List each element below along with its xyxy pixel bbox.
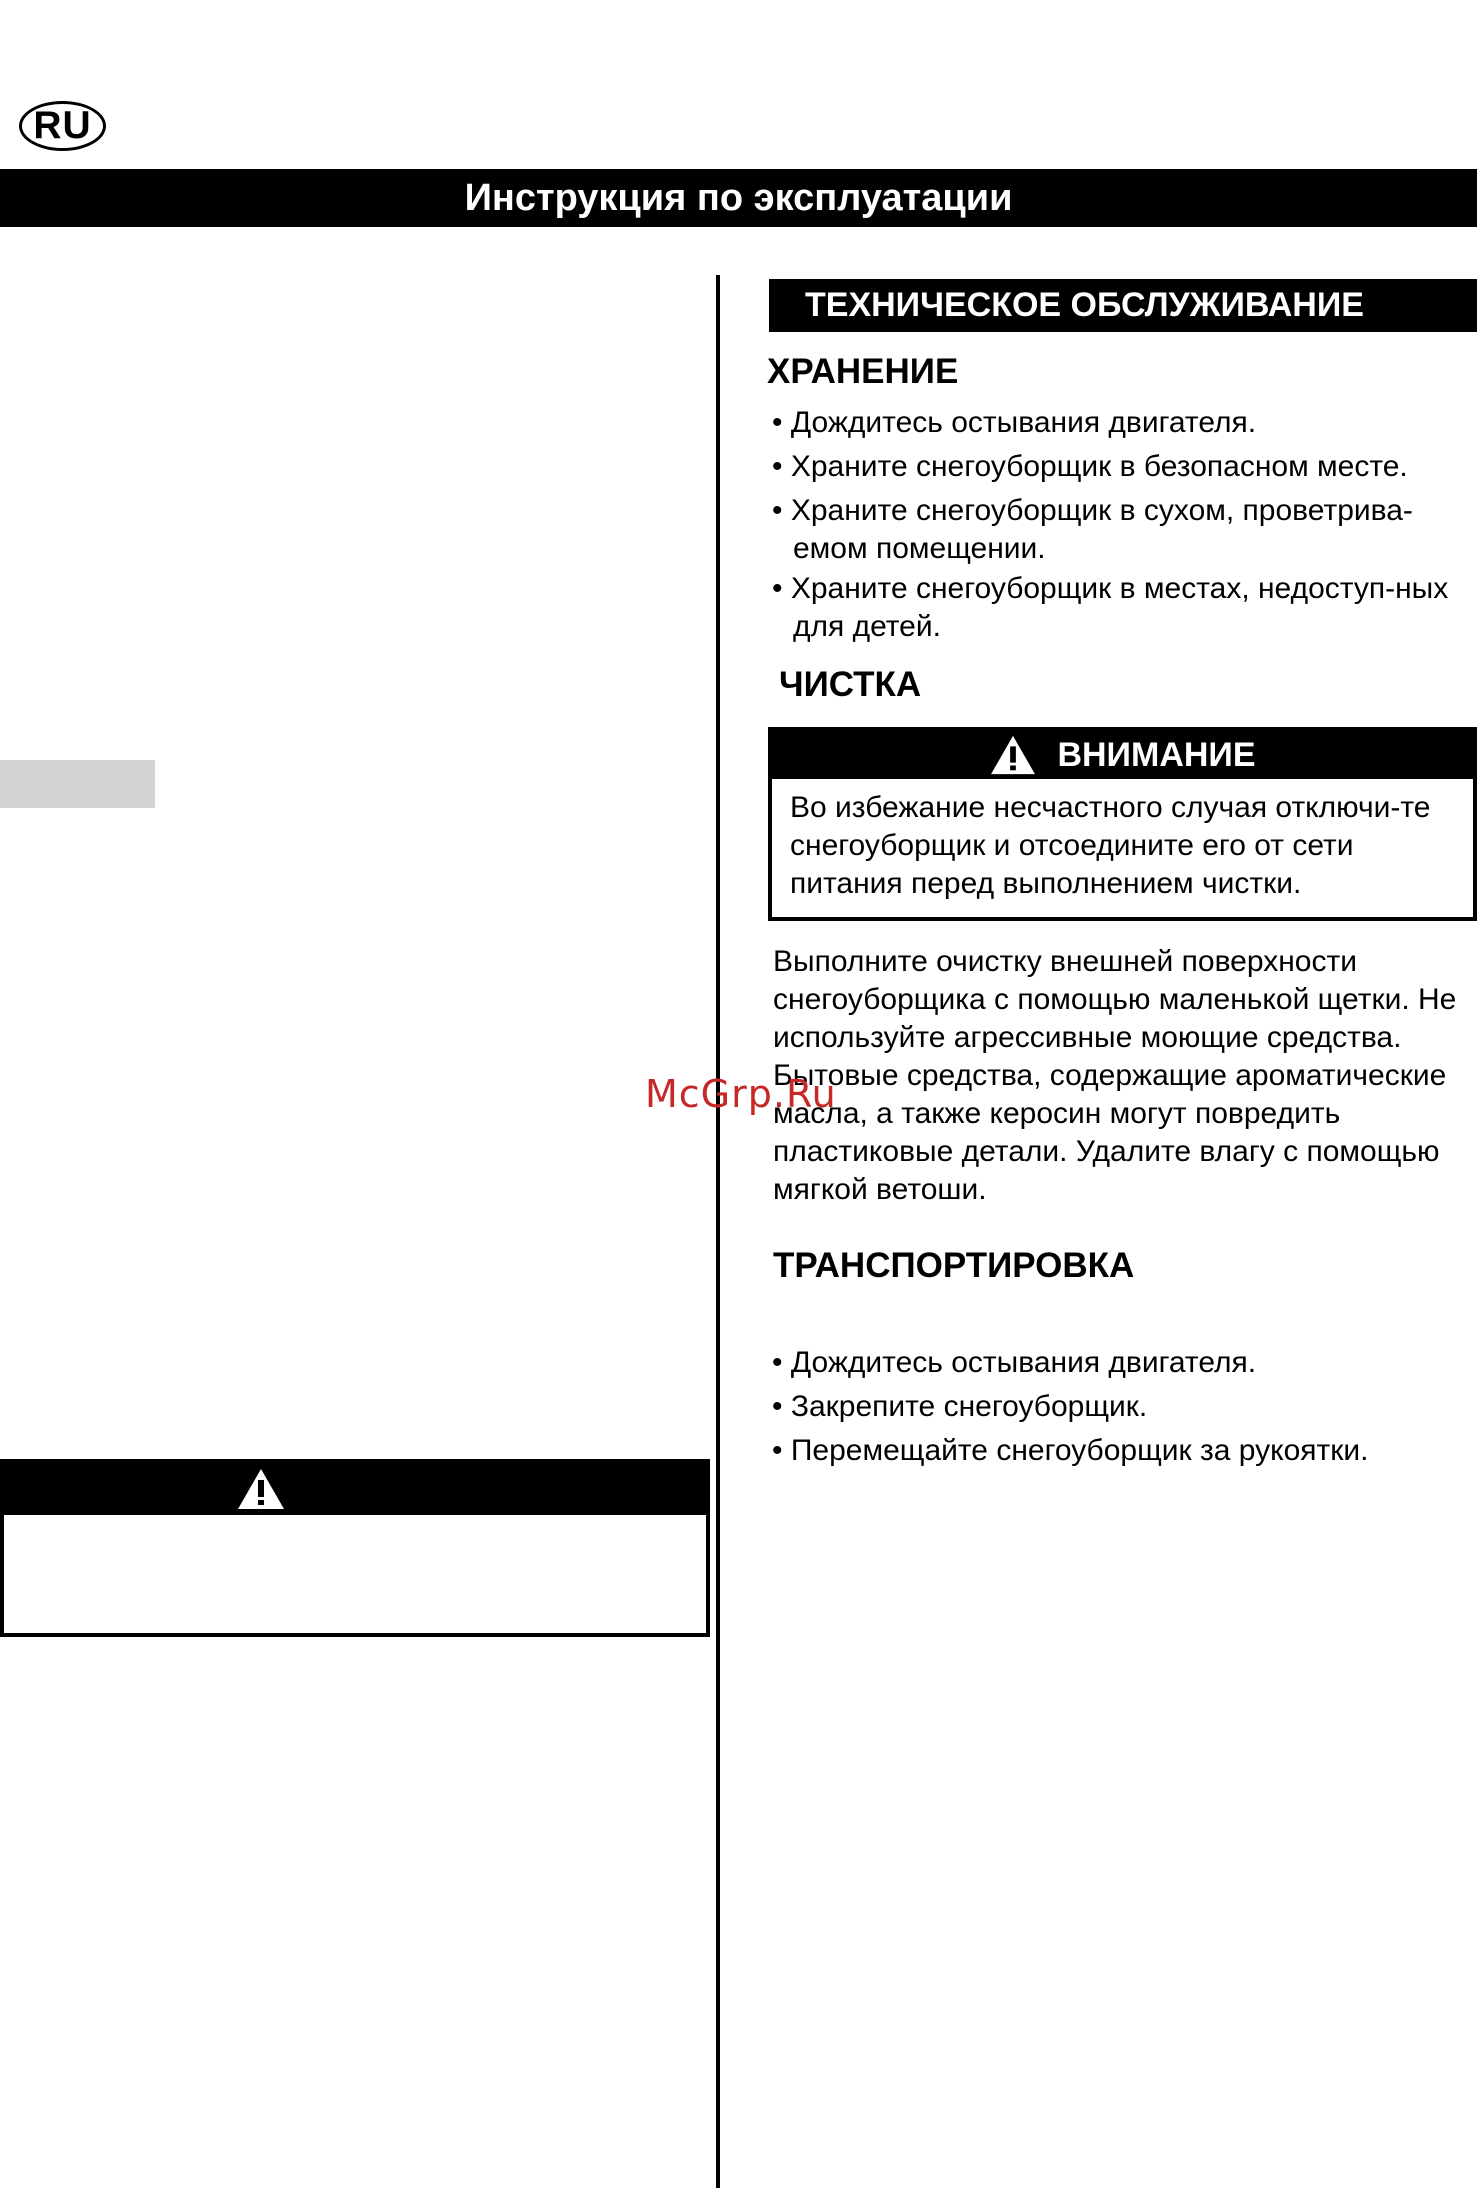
left-warning-header <box>4 1463 706 1515</box>
section-title: ТЕХНИЧЕСКОЕ ОБСЛУЖИВАНИЕ <box>805 286 1364 324</box>
list-item: • Храните снегоуборщик в сухом, проветрива-емом помещении. <box>772 492 1472 568</box>
list-item: • Перемещайте снегоуборщик за рукоятки. <box>772 1432 1472 1470</box>
attention-text: Во избежание несчастного случая отключи-те снегоуборщик и отсоедините его от сети питания перед выполнением чистки. <box>790 791 1431 900</box>
warning-triangle-icon <box>236 1467 286 1511</box>
storage-heading: ХРАНЕНИЕ <box>767 352 959 391</box>
left-warning-box <box>0 1459 710 1637</box>
cleaning-heading: ЧИСТКА <box>779 665 922 704</box>
list-item: • Дождитесь остывания двигателя. <box>772 404 1472 442</box>
transport-list <box>772 1344 1472 1476</box>
watermark: McGrp.Ru <box>645 1072 837 1116</box>
attention-header <box>772 731 1473 779</box>
transport-heading: ТРАНСПОРТИРОВКА <box>773 1246 1135 1285</box>
list-item: • Закрепите снегоуборщик. <box>772 1388 1472 1426</box>
column-divider <box>716 275 720 2188</box>
cleaning-paragraph: Выполните очистку внешней поверхности снегоуборщика с помощью маленькой щетки. Не используйте агрессивные моющие средства. Бытовые средства, содержащие ароматические масла, а также керосин могут повредить пластиковые детали. Удалите влагу с помощью мягкой ветоши. <box>773 945 1457 1206</box>
storage-list <box>772 404 1472 652</box>
section-title-bar <box>769 279 1477 332</box>
page-header <box>0 169 1477 227</box>
list-item: • Храните снегоуборщик в безопасном месте. <box>772 448 1472 486</box>
page-title: Инструкция по эксплуатации <box>464 176 1013 219</box>
language-badge: RU <box>19 101 106 151</box>
gray-placeholder-block <box>0 760 155 808</box>
list-item: • Храните снегоуборщик в местах, недоступ-ных для детей. <box>772 570 1472 646</box>
attention-title: ВНИМАНИЕ <box>1057 735 1256 774</box>
warning-triangle-icon <box>989 734 1037 776</box>
list-item: • Дождитесь остывания двигателя. <box>772 1344 1472 1382</box>
attention-box <box>768 727 1477 921</box>
